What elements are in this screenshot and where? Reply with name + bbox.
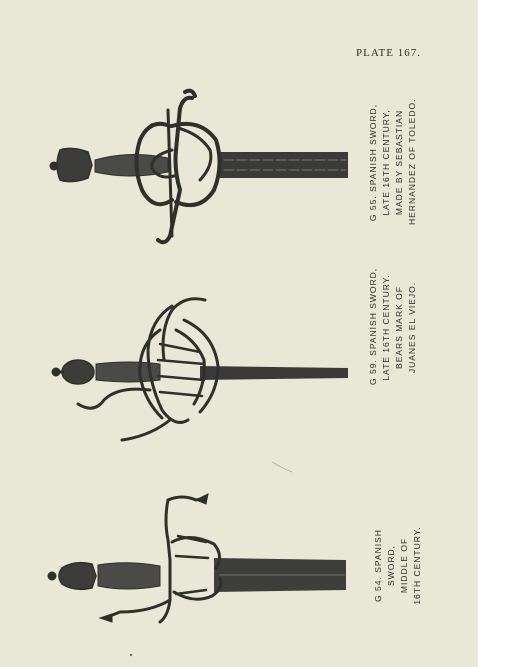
sword-g54-illustration	[48, 494, 346, 622]
paper-speck	[130, 654, 132, 656]
paper-mark	[272, 462, 292, 472]
caption-g54-line-1: G 54. SPANISH	[373, 529, 383, 602]
caption-g54-line-3: MIDDLE OF	[399, 537, 409, 594]
caption-g55-line-2: LATE 16TH CENTURY,	[381, 109, 391, 216]
caption-g54	[372, 523, 424, 608]
caption-g54-line-2: SWORD,	[386, 545, 396, 586]
caption-g59	[367, 267, 419, 385]
caption-g55-line-3: MADE BY SEBASTIAN	[394, 109, 404, 216]
sword-g55-illustration	[50, 91, 348, 243]
caption-g55	[367, 100, 419, 225]
caption-g55-line-4: HERNANDEZ OF TOLEDO.	[407, 98, 417, 225]
page-edge	[478, 0, 512, 667]
caption-g59-line-2: LATE 16TH CENTURY.	[381, 274, 391, 381]
caption-g59-line-1: G 59. SPANISH SWORD,	[368, 267, 378, 385]
caption-g55-line-1: G 55. SPANISH SWORD,	[368, 103, 378, 222]
plate-number: PLATE 167.	[356, 47, 421, 59]
caption-g59-line-3: BEARS MARK OF	[394, 286, 404, 369]
caption-g59-line-4: JUANES EL VIEJO.	[407, 281, 417, 374]
sword-g59-illustration	[52, 299, 348, 440]
caption-g54-line-4: 16TH CENTURY.	[412, 526, 422, 605]
